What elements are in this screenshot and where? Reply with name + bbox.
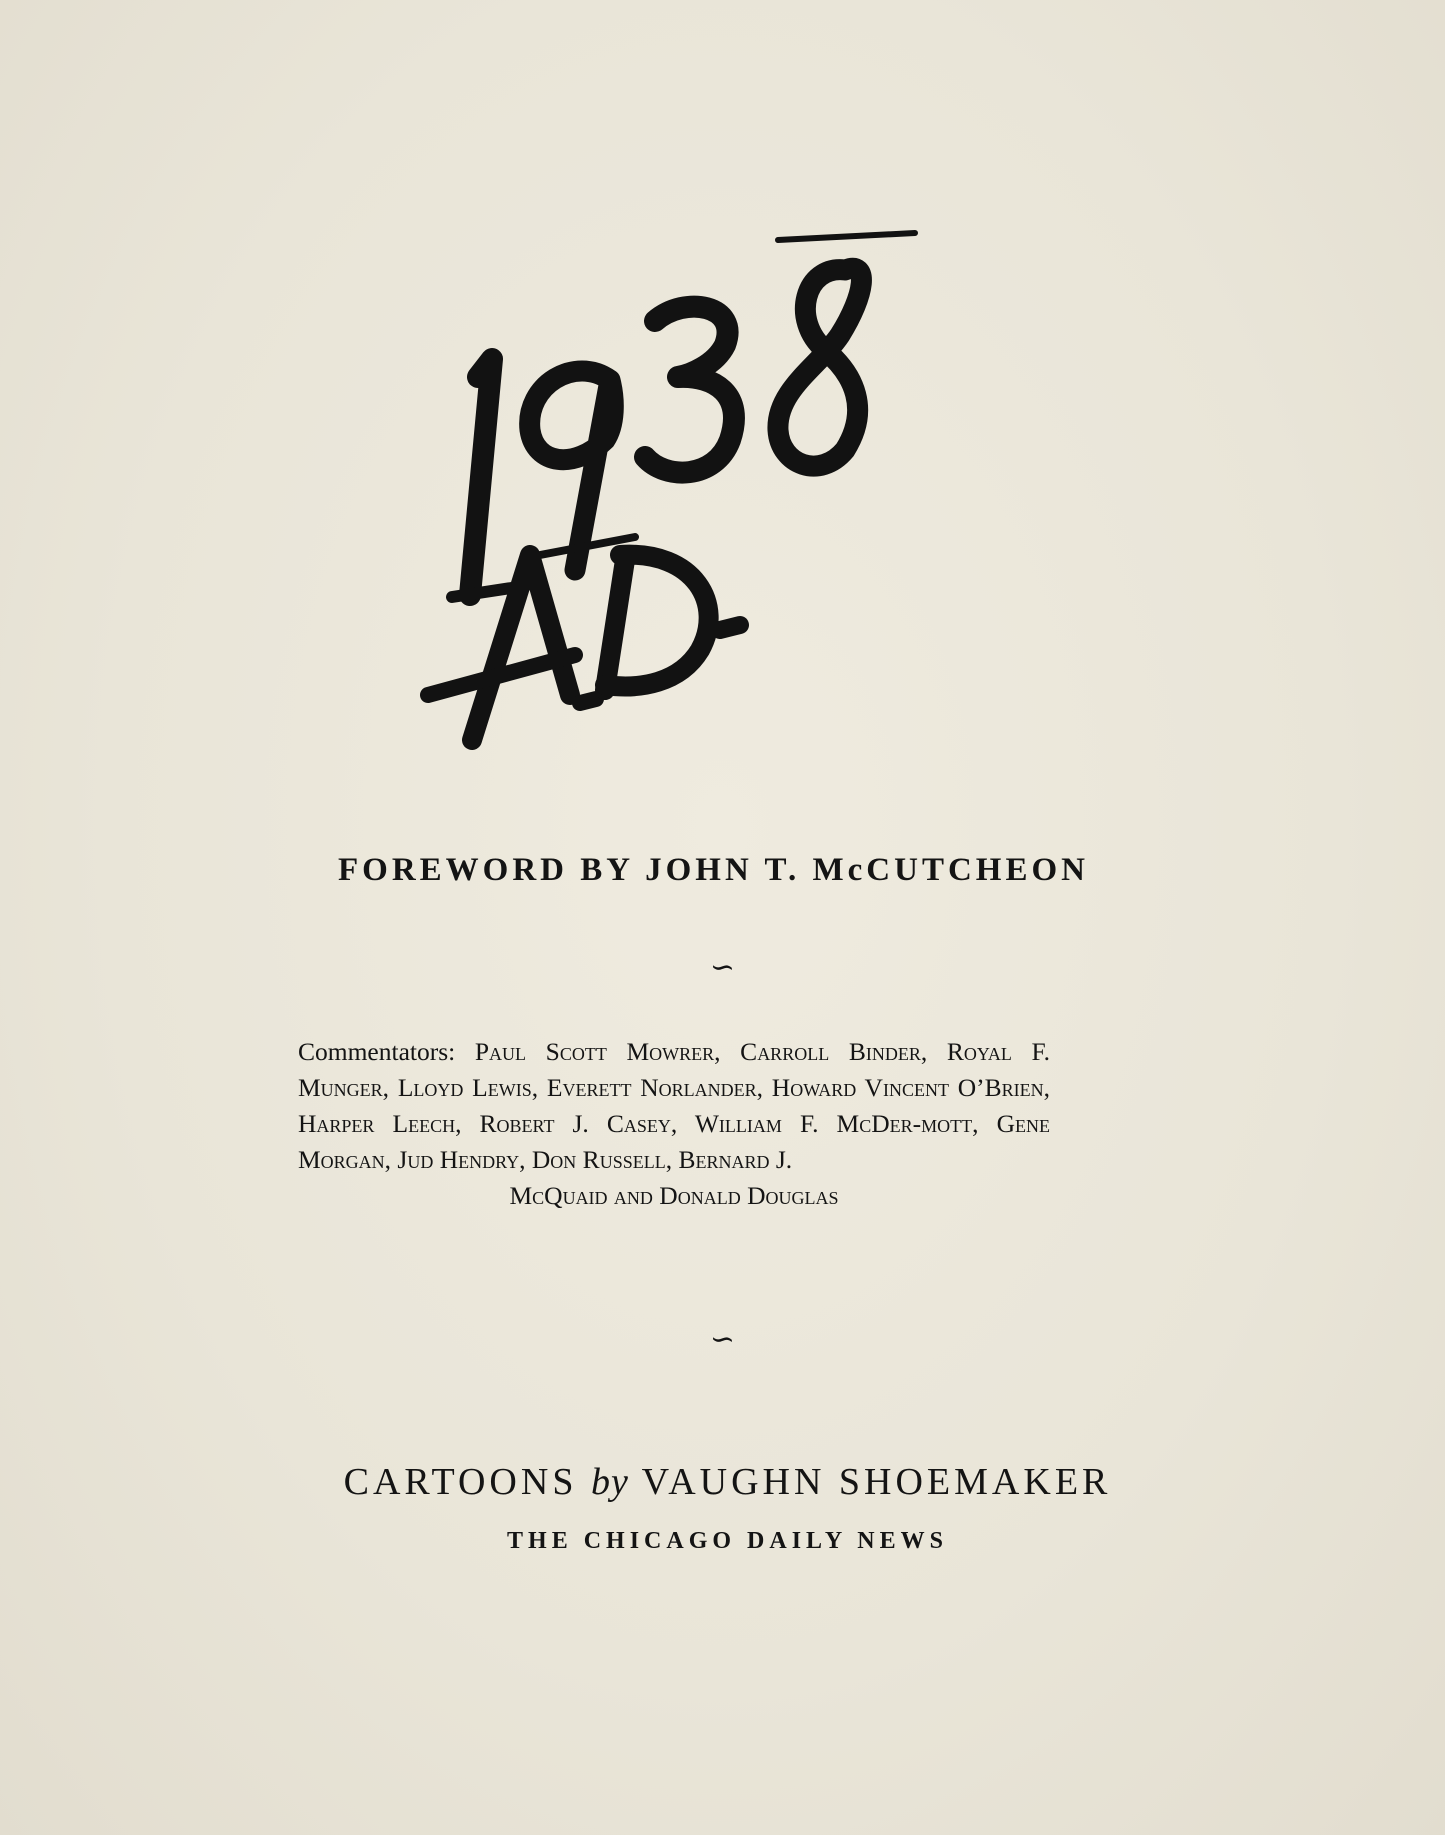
commentators-list <box>298 1034 1050 1214</box>
artist-name: VAUGHN SHOEMAKER <box>641 1461 1112 1503</box>
cartoons-word: CARTOONS <box>343 1461 578 1503</box>
by-word: by <box>590 1461 629 1503</box>
ornament-divider: ∽ <box>709 951 736 984</box>
ornament-divider: ∽ <box>709 1323 736 1356</box>
publisher-name: THE CHICAGO DAILY NEWS <box>507 1528 948 1554</box>
title-brush-lettering <box>400 225 940 765</box>
commentators-names: Paul Scott Mowrer, Carroll Binder, Royal F. Munger, Lloyd Lewis, Everett Norlander, Howard Vincent O’Brien, Harper Leech, Robert J. Casey, William F. McDer-mott, Gene Morgan, Jud Hendry, Don Russell, Bernard J. <box>298 1037 1050 1174</box>
foreword-credit: FOREWORD BY JOHN T. McCUTCHEON <box>338 852 1089 888</box>
commentators-names-last: McQuaid and Donald Douglas <box>509 1181 839 1210</box>
cartoonist-credit <box>5 1460 1445 1504</box>
commentators-label: Commentators: <box>298 1037 456 1066</box>
